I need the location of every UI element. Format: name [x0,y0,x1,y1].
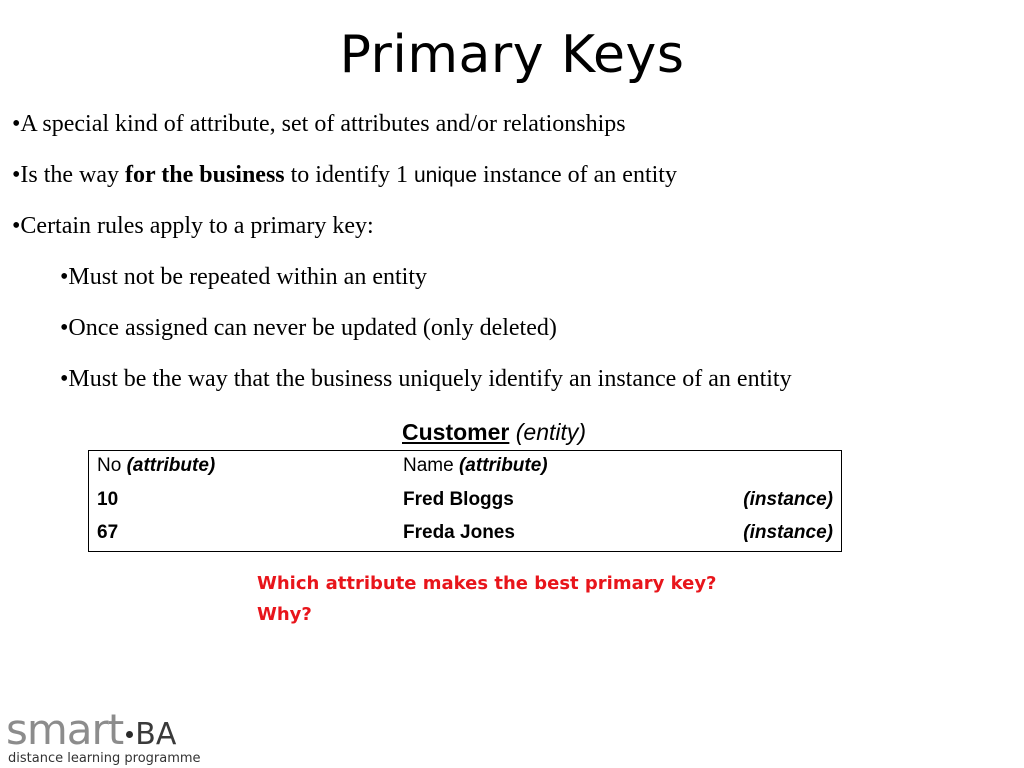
bullet-rule-unique-identify [60,364,792,394]
cell-no: 67 [97,522,119,543]
bullet-marker: • [60,366,69,392]
bullet-marker: • [12,111,21,137]
slide-title: Primary Keys [339,25,685,85]
bullet-rule-never-updated [60,313,557,343]
header-tag: (attribute) [126,455,216,476]
bullet-text-post: instance of an entity [477,162,677,188]
bullet-text-mid: to identify 1 [284,162,414,188]
header-cell-name [403,451,548,481]
header-cell-no [97,451,215,481]
cell-no: 10 [97,489,119,510]
bullet-marker: • [60,264,69,290]
logo-tagline: distance learning programme [8,751,201,766]
bullet-marker: • [12,213,21,239]
cell-name: Freda Jones [403,522,515,543]
cell-instance-tag: (instance) [743,489,833,510]
header-label: Name [403,455,454,476]
smartba-logo [6,705,206,768]
logo-suffix-text: BA [135,717,177,752]
header-tag: (attribute) [458,455,548,476]
bullet-marker: • [60,315,69,341]
bullet-identify-instance [12,160,677,191]
bullet-rule-not-repeated [60,262,427,292]
table-header-row [89,451,841,481]
bullet-text: Certain rules apply to a primary key: [20,213,374,239]
bullet-text-emphasis: for the business [125,162,285,188]
entity-name: Customer [402,419,510,445]
bullet-text: A special kind of attribute, set of attributes and/or relationships [20,111,626,137]
discussion-question [257,568,717,630]
bullet-rules-intro [12,211,374,241]
bullet-marker: • [12,162,21,188]
table-row [89,485,841,515]
bullet-text: Must be the way that the business uniquely identify an instance of an entity [68,366,792,392]
bullet-text-unique: unique [413,164,478,187]
bullet-text-pre: Is the way [20,162,126,188]
header-label: No [97,455,122,476]
table-row [89,518,841,548]
question-line: Which attribute makes the best primary key? [257,573,717,594]
bullet-text: Once assigned can never be updated (only deleted) [68,315,557,341]
logo-dot-icon [126,731,133,738]
bullet-text: Must not be repeated within an entity [68,264,427,290]
entity-kind: (entity) [515,419,587,445]
table-caption [402,417,586,447]
logo-main-text: smart [6,705,124,754]
question-line: Why? [257,604,312,625]
entity-table [88,450,842,552]
cell-instance-tag: (instance) [743,522,833,543]
cell-name: Fred Bloggs [403,489,514,510]
bullet-primary-key-definition [12,109,626,139]
